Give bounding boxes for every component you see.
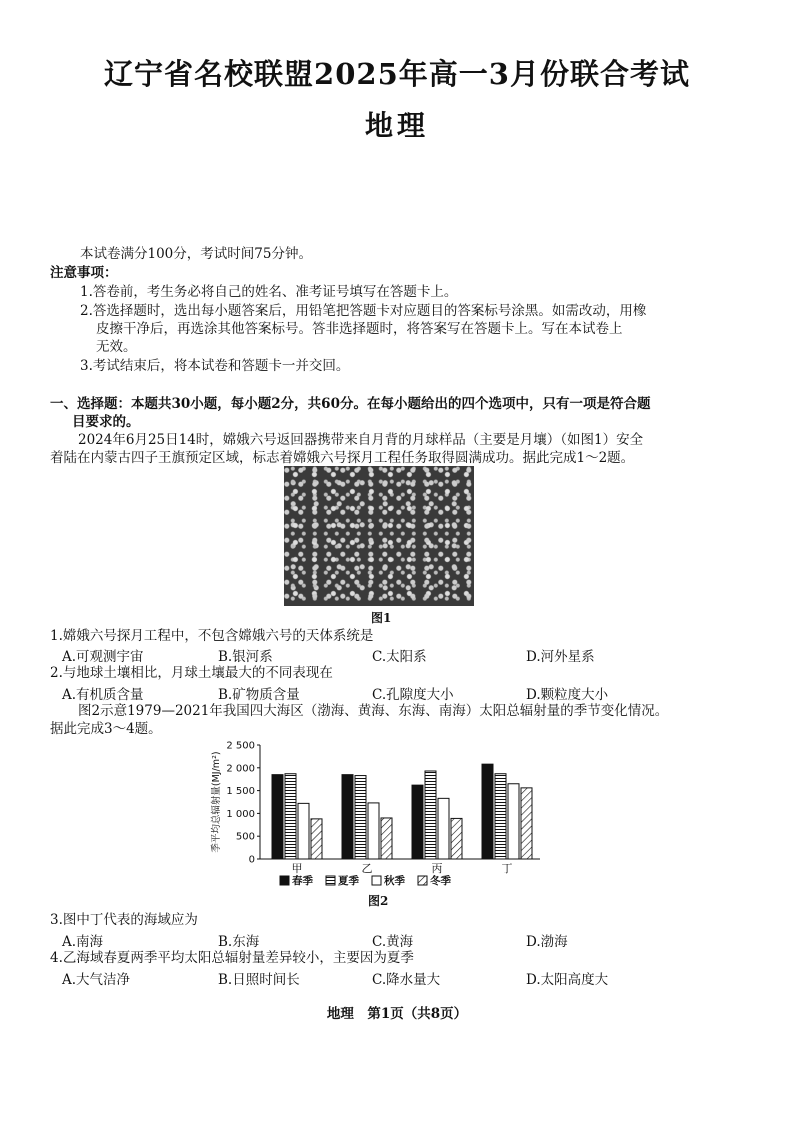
q2-option-a: A.有机质含量 [62, 687, 144, 703]
legend-swatch-秋季 [372, 876, 381, 885]
q4-option-d: D.太阳高度大 [526, 972, 609, 988]
passage1-line2: 着陆在内蒙古四子王旗预定区域，标志着嫦娥六号探月工程任务取得圆满成功。据此完成1～2题。 [50, 450, 635, 466]
exam-title: 辽宁省名校联盟2025年高一3月份联合考试 [104, 57, 690, 91]
bar-冬季-丙 [451, 818, 462, 859]
y-tick-label: 1 500 [226, 786, 255, 798]
bar-春季-乙 [342, 775, 353, 859]
lunar-soil-photo [284, 466, 474, 606]
score-note: 本试卷满分100分，考试时间75分钟。 [80, 246, 312, 262]
q3-option-a: A.南海 [62, 934, 104, 950]
notice-1: 1.答卷前，考生务必将自己的姓名、准考证号填写在答题卡上。 [80, 284, 458, 300]
bar-秋季-丁 [508, 784, 519, 859]
q4-stem: 4.乙海域春夏两季平均太阳总辐射量差异较小，主要因为夏季 [50, 950, 414, 966]
q3-stem: 3.图中丁代表的海域应为 [50, 912, 198, 928]
page-footer: 地理 第1页（共8页） [326, 1006, 468, 1022]
legend-label-秋季: 秋季 [384, 875, 405, 887]
notice-title: 注意事项： [50, 265, 118, 281]
q3-option-b: B.东海 [218, 934, 260, 950]
y-axis-label: 季平均总辐射量(MJ/m²) [211, 751, 222, 853]
notice-2a: 2.答选择题时，选出每小题答案后，用铅笔把答题卡对应题目的答案标号涂黑。如需改动，用橡 [80, 303, 647, 319]
y-tick-label: 1 000 [226, 808, 255, 820]
y-tick-label: 2 500 [226, 740, 255, 752]
legend-label-春季: 春季 [292, 875, 313, 887]
passage1-line1: 2024年6月25日14时，嫦娥六号返回器携带来自月背的月球样品（主要是月壤）（如图1）安全 [78, 432, 644, 448]
x-tick-label: 丁 [501, 862, 513, 875]
y-tick-label: 0 [248, 854, 255, 866]
q4-option-a: A.大气洁净 [62, 972, 131, 988]
q1-option-a: A.可观测宇宙 [62, 649, 144, 665]
notice-2c: 无效。 [96, 339, 137, 355]
legend-label-冬季: 冬季 [430, 875, 451, 887]
q1-option-b: B.银河系 [218, 649, 273, 665]
bar-秋季-甲 [298, 803, 309, 859]
passage2-line1: 图2示意1979—2021年我国四大海区（渤海、黄海、东海、南海）太阳总辐射量的季节变化情况。 [78, 703, 669, 719]
fig2-caption: 图2 [368, 894, 389, 908]
q4-option-b: B.日照时间长 [218, 972, 300, 988]
radiation-bar-chart [205, 735, 545, 895]
x-tick-label: 丙 [431, 862, 443, 875]
q2-stem: 2.与地球土壤相比，月球土壤最大的不同表现在 [50, 665, 333, 681]
bar-春季-丙 [412, 785, 423, 859]
legend-swatch-春季 [280, 876, 289, 885]
bar-冬季-乙 [381, 818, 392, 859]
y-tick-label: 500 [235, 831, 255, 843]
q2-option-b: B.矿物质含量 [218, 687, 300, 703]
section-heading-b: 目要求的。 [72, 414, 140, 430]
x-tick-label: 甲 [291, 862, 303, 875]
bar-冬季-甲 [311, 819, 322, 859]
legend-label-夏季: 夏季 [338, 875, 359, 887]
passage2-line2: 据此完成3～4题。 [50, 721, 162, 737]
bar-夏季-丙 [425, 771, 436, 859]
q1-stem: 1.嫦娥六号探月工程中，不包含嫦娥六号的天体系统是 [50, 628, 374, 644]
bar-夏季-乙 [355, 776, 366, 859]
bar-冬季-丁 [521, 788, 532, 859]
legend-swatch-冬季 [418, 876, 427, 885]
x-tick-label: 乙 [361, 862, 373, 875]
q2-option-c: C.孔隙度大小 [372, 687, 454, 703]
bar-夏季-甲 [285, 774, 296, 859]
q1-option-d: D.河外星系 [526, 649, 595, 665]
bar-春季-丁 [482, 764, 493, 859]
subject-title: 地理 [364, 109, 429, 142]
bar-夏季-丁 [495, 774, 506, 859]
q1-option-c: C.太阳系 [372, 649, 427, 665]
q3-option-d: D.渤海 [526, 934, 568, 950]
bar-秋季-乙 [368, 803, 379, 859]
legend-swatch-夏季 [326, 876, 335, 885]
q2-option-d: D.颗粒度大小 [526, 687, 609, 703]
q4-option-c: C.降水量大 [372, 972, 441, 988]
fig1-caption: 图1 [371, 611, 392, 625]
bar-秋季-丙 [438, 798, 449, 859]
q3-option-c: C.黄海 [372, 934, 414, 950]
notice-2b: 皮擦干净后，再选涂其他答案标号。答非选择题时，将答案写在答题卡上。写在本试卷上 [96, 321, 623, 337]
bar-春季-甲 [272, 775, 283, 859]
section-heading-a: 一、选择题：本题共30小题，每小题2分，共60分。在每小题给出的四个选项中，只有一项是符合题 [50, 396, 651, 412]
y-tick-label: 2 000 [226, 763, 255, 775]
notice-3: 3.考试结束后，将本试卷和答题卡一并交回。 [80, 358, 350, 374]
